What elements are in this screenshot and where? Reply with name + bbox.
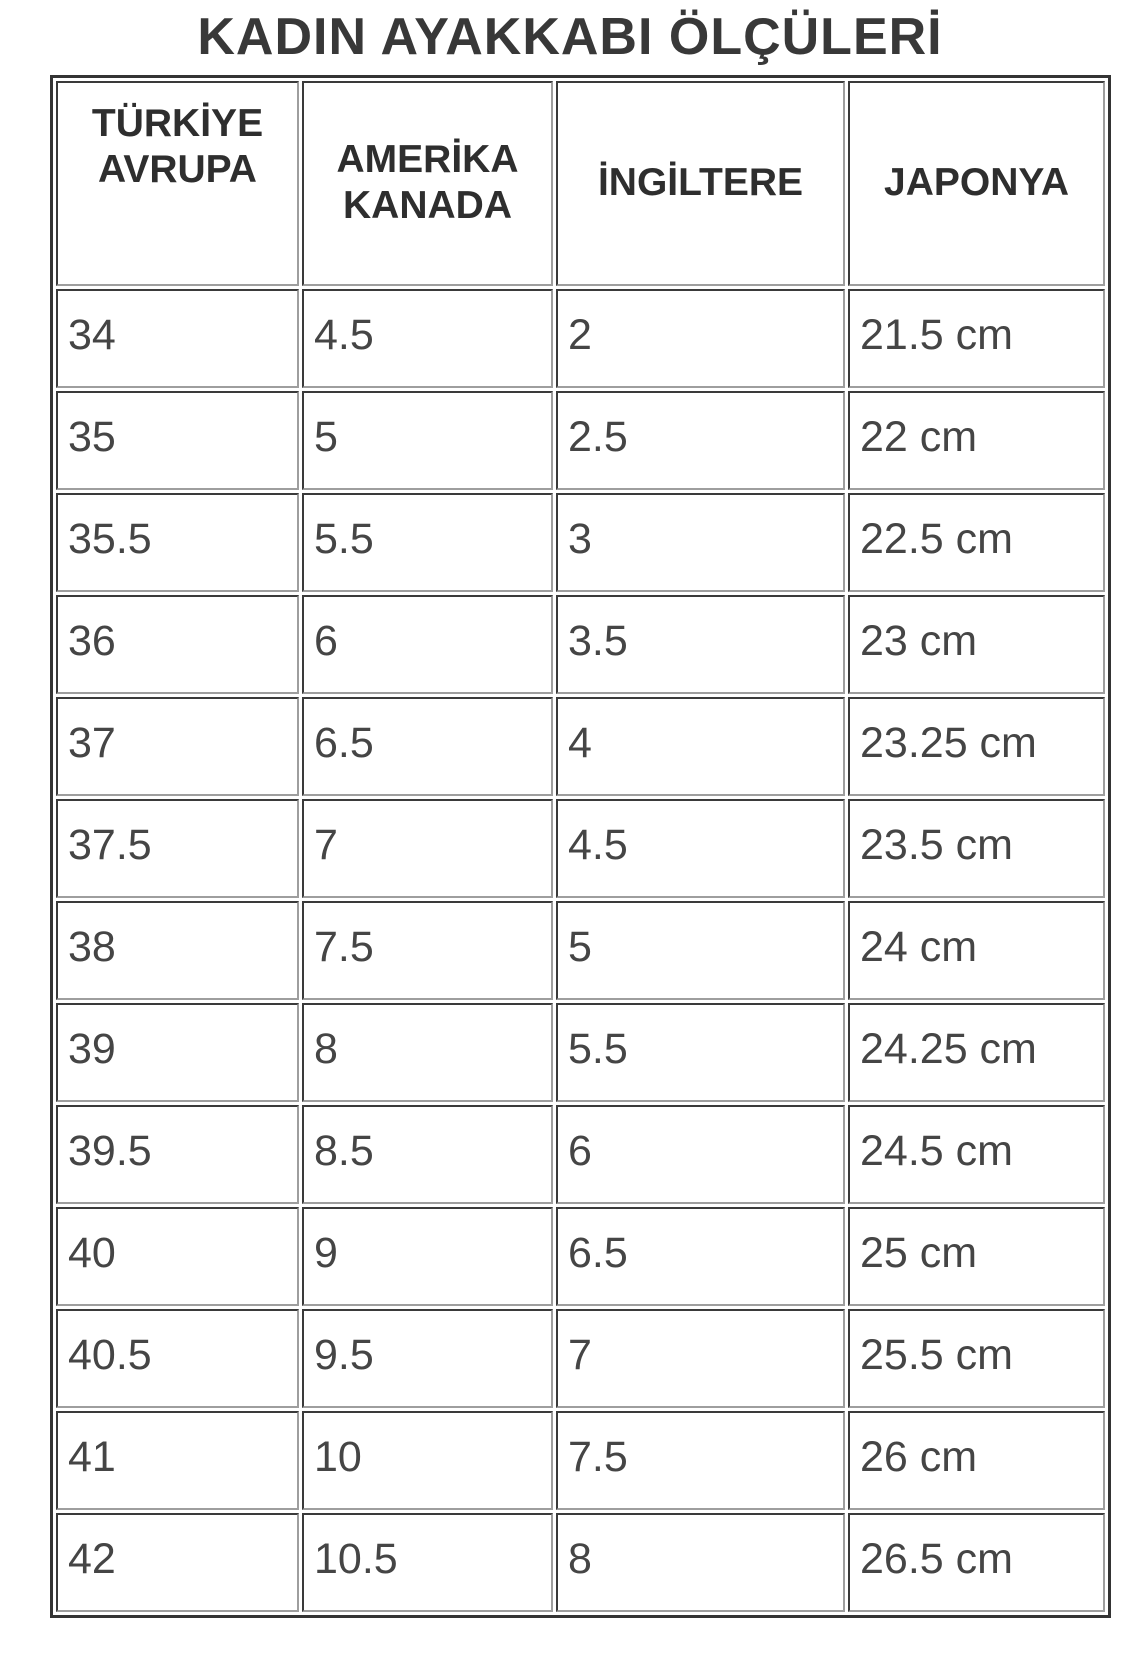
size-cell: 5.5: [302, 493, 553, 592]
header-cell-ingiltere: İNGİLTERE: [556, 81, 845, 286]
table-row: [56, 799, 1105, 898]
size-cell: 26.5 cm: [848, 1513, 1105, 1612]
size-cell: 21.5 cm: [848, 289, 1105, 388]
size-cell: 37: [56, 697, 299, 796]
table-body: [56, 289, 1105, 1612]
table-row: [56, 493, 1105, 592]
size-cell: 40: [56, 1207, 299, 1306]
table-row: [56, 391, 1105, 490]
header-cell-amerika-kanada: AMERİKA KANADA: [302, 81, 553, 286]
header-row: [56, 81, 1105, 286]
size-cell: 6: [556, 1105, 845, 1204]
size-cell: 37.5: [56, 799, 299, 898]
page-title: KADIN AYAKKABI ÖLÇÜLERİ: [197, 8, 943, 66]
size-cell: 40.5: [56, 1309, 299, 1408]
size-cell: 42: [56, 1513, 299, 1612]
size-cell: 6.5: [302, 697, 553, 796]
size-cell: 4.5: [556, 799, 845, 898]
size-cell: 23 cm: [848, 595, 1105, 694]
table-row: [56, 1411, 1105, 1510]
size-cell: 7: [556, 1309, 845, 1408]
size-cell: 25 cm: [848, 1207, 1105, 1306]
size-cell: 10: [302, 1411, 553, 1510]
size-cell: 39.5: [56, 1105, 299, 1204]
size-cell: 9.5: [302, 1309, 553, 1408]
size-cell: 5: [556, 901, 845, 1000]
size-cell: 36: [56, 595, 299, 694]
size-cell: 35: [56, 391, 299, 490]
size-cell: 4: [556, 697, 845, 796]
size-cell: 3.5: [556, 595, 845, 694]
table-row: [56, 1309, 1105, 1408]
size-cell: 7: [302, 799, 553, 898]
table-row: [56, 1105, 1105, 1204]
size-cell: 41: [56, 1411, 299, 1510]
size-cell: 5: [302, 391, 553, 490]
size-cell: 8: [556, 1513, 845, 1612]
size-cell: 8.5: [302, 1105, 553, 1204]
size-cell: 39: [56, 1003, 299, 1102]
table-row: [56, 1003, 1105, 1102]
size-cell: 4.5: [302, 289, 553, 388]
size-cell: 7.5: [556, 1411, 845, 1510]
size-cell: 26 cm: [848, 1411, 1105, 1510]
table-row: [56, 1207, 1105, 1306]
table-row: [56, 1513, 1105, 1612]
table-row: [56, 697, 1105, 796]
size-cell: 8: [302, 1003, 553, 1102]
size-cell: 6.5: [556, 1207, 845, 1306]
header-cell-japonya: JAPONYA: [848, 81, 1105, 286]
size-cell: 34: [56, 289, 299, 388]
shoe-size-table: [50, 75, 1111, 1618]
table-row: [56, 901, 1105, 1000]
size-cell: 6: [302, 595, 553, 694]
size-cell: 9: [302, 1207, 553, 1306]
table-header: [56, 81, 1105, 286]
header-cell-turkiye-avrupa: TÜRKİYE AVRUPA: [56, 81, 299, 286]
size-cell: 22 cm: [848, 391, 1105, 490]
size-cell: 23.5 cm: [848, 799, 1105, 898]
size-cell: 35.5: [56, 493, 299, 592]
size-cell: 2.5: [556, 391, 845, 490]
size-cell: 23.25 cm: [848, 697, 1105, 796]
size-cell: 3: [556, 493, 845, 592]
size-cell: 10.5: [302, 1513, 553, 1612]
size-cell: 38: [56, 901, 299, 1000]
table-row: [56, 289, 1105, 388]
size-cell: 5.5: [556, 1003, 845, 1102]
size-cell: 7.5: [302, 901, 553, 1000]
size-cell: 2: [556, 289, 845, 388]
size-cell: 24.5 cm: [848, 1105, 1105, 1204]
size-cell: 24.25 cm: [848, 1003, 1105, 1102]
size-cell: 24 cm: [848, 901, 1105, 1000]
size-cell: 25.5 cm: [848, 1309, 1105, 1408]
table-row: [56, 595, 1105, 694]
size-cell: 22.5 cm: [848, 493, 1105, 592]
